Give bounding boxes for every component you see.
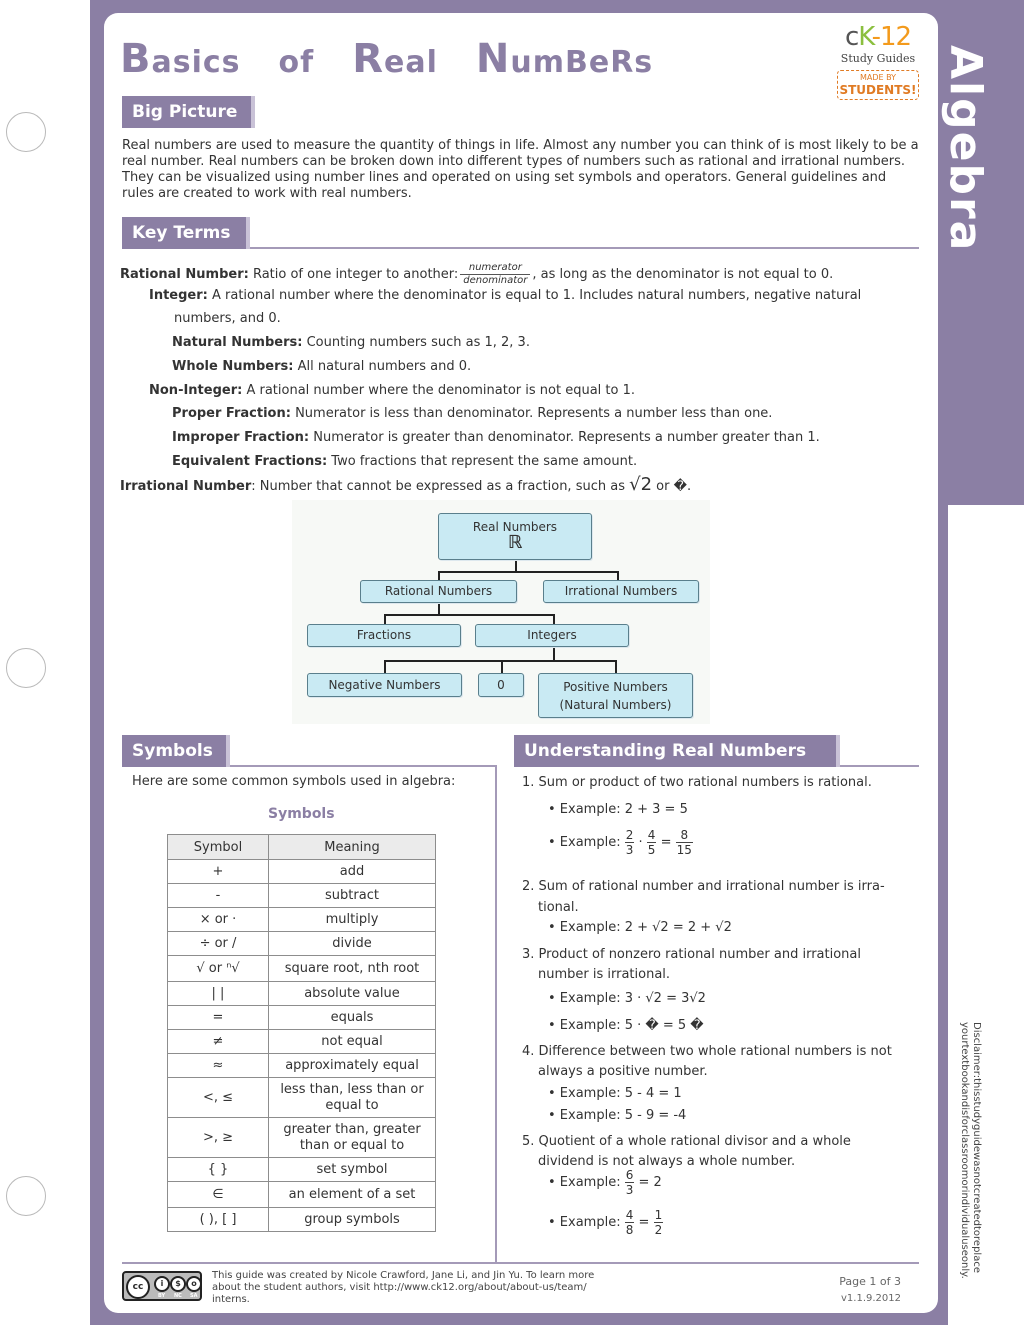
table-row: >, ≥ greater than, greater than or equal to [168,1118,436,1158]
ck12-logo: cK-12 Study Guides MADE BY STUDENTS! [836,22,920,108]
node-rational-numbers: Rational Numbers [360,580,517,603]
footer-rule [122,1262,919,1264]
rule-3-cont: number is irrational. [538,967,671,982]
term-irrational-number: Irrational Number: Number that cannot be expressed as a fraction, such as √2 or �. [120,474,692,495]
node-fractions: Fractions [307,624,461,647]
disclaimer: Disclaimer:thisstudyguidewasnotcreatedtoreplace yourtextbookandisforclassroomorindividualuseonly. [959,1022,982,1279]
sa-icon: o [186,1276,202,1292]
table-row: ≠ not equal [168,1030,436,1054]
page-number: Page 1 of 3 [839,1275,901,1288]
rule-3: 3. Product of nonzero rational number and irrational [522,947,861,962]
rule-3-example-2: • Example: 5 · � = 5 � [548,1018,704,1033]
table-row: ( ), [ ] group symbols [168,1208,436,1232]
table-row: + add [168,860,436,884]
rule-1: 1. Sum or product of two rational numbers is rational. [522,775,872,790]
rule-5-cont: dividend is not always a whole number. [538,1154,796,1169]
node-integers: Integers [475,624,629,647]
version-number: v1.1.9.2012 [841,1293,901,1304]
subject-tab-label: Algebra [940,45,991,253]
term-improper-fraction: Improper Fraction: Numerator is greater than denominator. Represents a number greater than 1. [172,430,820,445]
term-integer: Integer: A rational number where the denominator is equal to 1. Includes natural numbers, negative natural [149,288,862,303]
node-zero: 0 [478,673,524,697]
table-row: { } set symbol [168,1158,436,1182]
rule-2-example: • Example: 2 + √2 = 2 + √2 [548,920,732,935]
col-symbol-header: Symbol [168,835,269,860]
rule-5: 5. Quotient of a whole rational divisor and a whole [522,1134,851,1149]
table-row: ∈ an element of a set [168,1182,436,1208]
symbols-table [167,834,436,1232]
table-row: <, ≤ less than, less than or equal to [168,1078,436,1118]
real-numbers-diagram [292,500,710,724]
key-terms-rule [250,247,919,249]
big-picture-heading: Big Picture [122,96,255,128]
table-row: - subtract [168,884,436,908]
symbols-table-title: Symbols [268,806,335,822]
creative-commons-badge: cc i $ o BY NC SA [122,1271,202,1301]
understanding-rule [840,765,919,767]
page-title: Basics of Real NumBeRs [120,36,654,82]
table-header-row [168,835,436,860]
rule-1-example-1: • Example: 2 + 3 = 5 [548,802,688,817]
numerator-denominator-fraction: $\frac{\text{numerator}}{\text{denominator}}$ [460,262,530,287]
binder-hole-bottom [6,1176,46,1216]
understanding-heading: Understanding Real Numbers [514,735,840,767]
symbols-rule [230,765,497,767]
rule-3-example-1: • Example: 3 · √2 = 3√2 [548,991,706,1006]
rule-4-example-1: • Example: 5 - 4 = 1 [548,1086,682,1101]
cc-icon: cc [126,1275,150,1299]
term-rational-number: Rational Number: Ratio of one integer to another: $\frac{\text{numerator}}{\text{denominator}}$ , as long as the denominator is not equal to 0. [120,262,834,286]
term-natural-numbers: Natural Numbers: Counting numbers such as 1, 2, 3. [172,335,530,350]
rule-5-example-2: • Example: $\frac{4}{8}$ = $\frac{1}{2}$ [548,1208,663,1237]
table-row: = equals [168,1006,436,1030]
table-row: | | absolute value [168,982,436,1006]
rule-4-cont: always a positive number. [538,1064,708,1079]
term-whole-numbers: Whole Numbers: All natural numbers and 0. [172,359,472,374]
key-terms-heading: Key Terms [122,217,250,249]
footer-credit: This guide was created by Nicole Crawford, Jane Li, and Jin Yu. To learn more about the student authors, visit http://www.ck12.org/about/about-us/team/ interns. [212,1270,595,1305]
binder-hole-middle [6,648,46,688]
rule-5-example-1: • Example: $\frac{6}{3}$ = 2 [548,1168,662,1197]
rule-2: 2. Sum of rational number and irrational number is irra- [522,879,885,894]
by-icon: i [154,1276,170,1292]
node-irrational-numbers: Irrational Numbers [543,580,699,603]
node-real-numbers: Real Numbers ℝ [438,513,592,560]
made-by-students-badge: MADE BY STUDENTS! [837,70,919,100]
rule-4-example-2: • Example: 5 - 9 = -4 [548,1108,687,1123]
symbols-intro: Here are some common symbols used in algebra: [132,774,456,789]
binder-hole-top [6,112,46,152]
node-negative-numbers: Negative Numbers [307,673,462,697]
big-picture-text: Real numbers are used to measure the quantity of things in life. Almost any number you can think of is most likely to be a real number. Real numbers can be broken down into different types of numbers such as rational and irrational numbers. They can be visualized using number lines and operated on using set symbols and operators. General guidelines and rules are created to work with real numbers. [122,138,919,201]
term-integer-cont: numbers, and 0. [174,311,281,326]
table-row: × or · multiply [168,908,436,932]
rule-4: 4. Difference between two whole rational numbers is not [522,1044,892,1059]
term-non-integer: Non-Integer: A rational number where the denominator is not equal to 1. [149,383,635,398]
table-row: √ or ⁿ√ square root, nth root [168,956,436,982]
rule-1-example-2: • Example: $\frac{2}{3}$ · $\frac{4}{5}$ = $\frac{8}{15}$ [548,828,692,857]
node-positive-numbers: Positive Numbers (Natural Numbers) [538,673,693,718]
table-row: ≈ approximately equal [168,1054,436,1078]
column-divider [495,765,497,1263]
term-equivalent-fractions: Equivalent Fractions: Two fractions that represent the same amount. [172,454,638,469]
nc-icon: $ [170,1276,186,1292]
col-meaning-header: Meaning [269,835,436,860]
symbols-heading: Symbols [122,735,230,767]
rule-2-cont: tional. [538,900,579,915]
term-proper-fraction: Proper Fraction: Numerator is less than denominator. Represents a number less than one. [172,406,773,421]
table-row: ÷ or / divide [168,932,436,956]
